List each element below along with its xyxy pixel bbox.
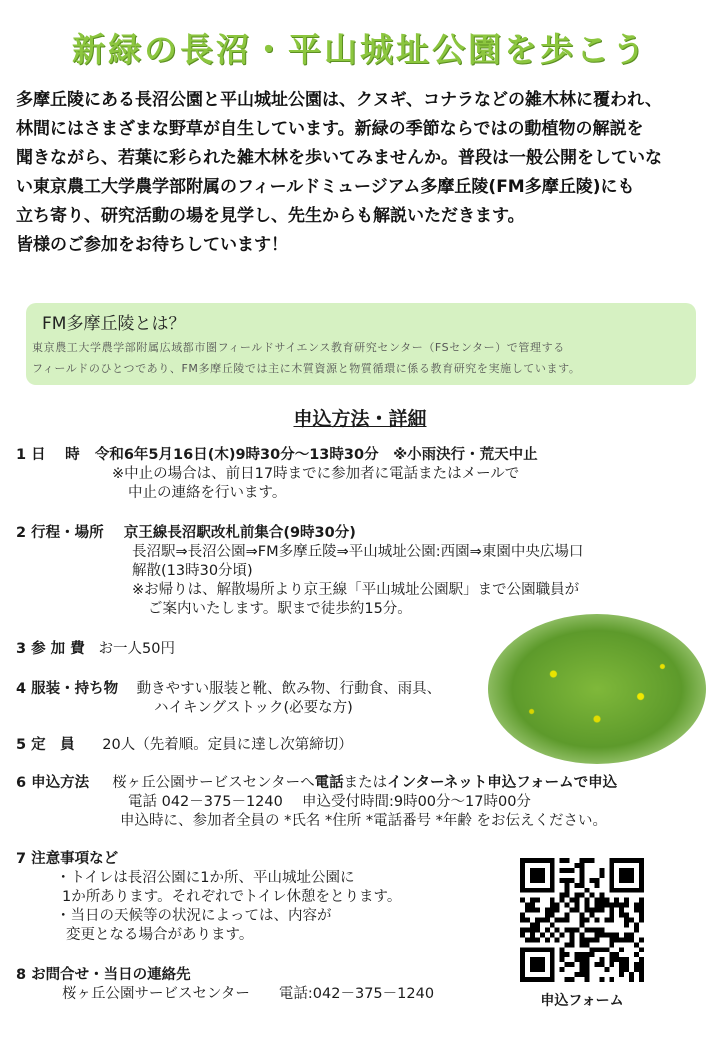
item-capacity-label: 5 定 員 xyxy=(16,737,75,753)
item-apply-form-emphasis: インターネット申込フォームで申込 xyxy=(387,775,618,791)
section-heading: 申込方法・詳細 xyxy=(293,408,427,430)
item-route-line: ご案内いたします。駅まで徒歩約15分。 xyxy=(148,601,412,617)
intro-line: 皆様のご参加をお待ちしています！ xyxy=(16,235,288,255)
item-contact-line: 桜ヶ丘公園サービスセンター 電話:042－375－1240 xyxy=(62,986,435,1002)
item-contact-label: 8 お問合せ・当日の連絡先 xyxy=(16,967,191,983)
item-clothing-line: 動きやすい服装と靴、飲み物、行動食、雨具、 xyxy=(136,681,442,697)
intro-text xyxy=(16,86,708,260)
qr-code-image[interactable] xyxy=(520,858,644,982)
item-apply-line: 電話 042－375－1240 申込受付時間:9時00分～17時00分 xyxy=(128,794,531,810)
item-fee xyxy=(16,640,175,659)
item-date xyxy=(16,446,538,503)
item-date-note: 中止の連絡を行います。 xyxy=(128,485,287,501)
item-capacity xyxy=(16,736,353,755)
item-route-line: ※お帰りは、解散場所より京王線「平山城址公園駅」まで公園職員が xyxy=(132,582,580,598)
item-apply-label: 6 申込方法 xyxy=(16,775,90,791)
item-route-label: 2 行程・場所 xyxy=(16,525,104,541)
fm-desc-line: フィールドのひとつであり、FM多摩丘陵では主に木質資源と物質循環に係る教育研究を実施しています。 xyxy=(32,362,581,375)
fm-info-title: FM多摩丘陵とは？ xyxy=(42,314,186,334)
item-apply-line: 申込時に、参加者全員の *氏名 *住所 *電話番号 *年齢 をお伝えください。 xyxy=(120,813,608,829)
item-clothing-line: ハイキングストック(必要な方) xyxy=(154,700,353,716)
fm-info-description xyxy=(32,337,696,379)
item-contact xyxy=(16,966,434,1004)
intro-line: 聞きながら、若葉に彩られた雑木林を歩いてみませんか。普段は一般公開をしていな xyxy=(16,148,662,168)
intro-line: 立ち寄り、研究活動の場を見学し、先生からも解説いただきます。 xyxy=(16,206,525,226)
item-clothing xyxy=(16,680,441,718)
intro-line: 林間にはさまざまな野草が自生しています。新緑の季節ならではの動植物の解説を xyxy=(16,119,644,139)
intro-line: 多摩丘陵にある長沼公園と平山城址公園は、クヌギ、コナラなどの雑木林に覆われ、 xyxy=(16,90,662,110)
item-apply-or: または xyxy=(343,775,388,791)
item-date-value: 令和6年5月16日(木)9時30分～13時30分 ※小雨決行・荒天中止 xyxy=(94,447,538,463)
item-route-line: 解散(13時30分頃) xyxy=(132,563,253,579)
item-route xyxy=(16,524,583,619)
item-route-value: 京王線長沼駅改札前集合(9時30分) xyxy=(123,525,356,541)
page-title: 新緑の長沼・平山城址公園を歩こう xyxy=(72,30,648,69)
item-fee-label: 3 参 加 費 xyxy=(16,641,85,657)
item-notes-line: 1か所あります。それぞれでトイレ休憩をとります。 xyxy=(62,889,402,905)
item-notes-label: 7 注意事項など xyxy=(16,851,119,867)
item-clothing-label: 4 服装・持ち物 xyxy=(16,681,119,697)
fm-desc-line: 東京農工大学農学部附属広域都市圏フィールドサイエンス教育研究センター（FSセンター）で管理する xyxy=(32,341,565,354)
wildflower-photo xyxy=(488,614,706,764)
item-route-line: 長沼駅⇒長沼公園⇒FM多摩丘陵⇒平山城址公園:西園⇒東園中央広場口 xyxy=(132,544,584,560)
item-notes-line: ・トイレは長沼公園に1か所、平山城址公園に xyxy=(56,870,355,886)
fm-info-box xyxy=(26,303,696,385)
qr-code-label: 申込フォーム xyxy=(540,993,624,1009)
item-notes-line: 変更となる場合があります。 xyxy=(66,927,254,943)
item-capacity-value: 20人（先着順。定員に達し次第締切） xyxy=(102,737,353,753)
item-apply-value: 桜ヶ丘公園サービスセンターへ xyxy=(112,775,315,791)
item-notes xyxy=(16,850,401,945)
item-apply xyxy=(16,774,617,831)
item-notes-line: ・当日の天候等の状況によっては、内容が xyxy=(56,908,332,924)
item-date-label: 1 日 時 xyxy=(16,447,80,463)
item-fee-value: お一人50円 xyxy=(98,641,176,657)
intro-line: い東京農工大学農学部附属のフィールドミュージアム多摩丘陵(FM多摩丘陵)にも xyxy=(16,177,635,197)
item-date-note: ※中止の場合は、前日17時までに参加者に電話またはメールで xyxy=(112,466,520,482)
item-apply-phone-emphasis: 電話 xyxy=(314,775,344,791)
